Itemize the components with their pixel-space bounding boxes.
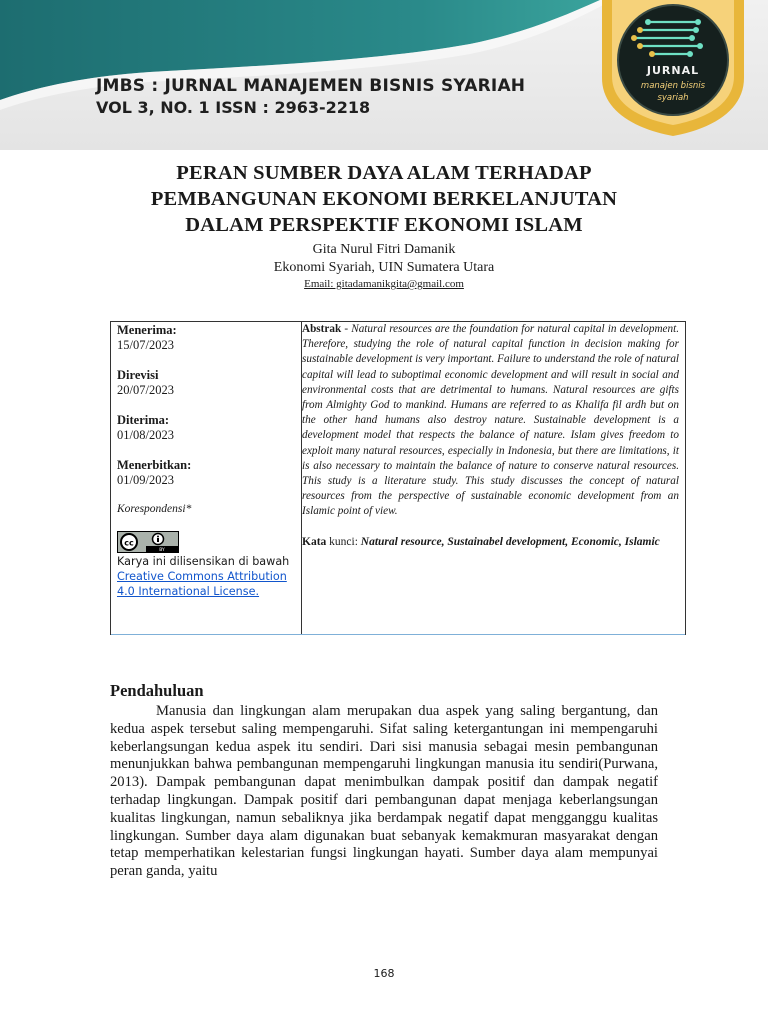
published-label: Menerbitkan: — [117, 458, 192, 472]
received-date: 15/07/2023 — [117, 338, 174, 352]
abstract — [302, 322, 679, 520]
keywords-label: Kata — [302, 535, 327, 548]
keywords-label-rest: kunci: — [326, 535, 361, 548]
author-email[interactable]: Email: gitadamanikgita@gmail.com — [304, 278, 464, 290]
correspondence-note: Korespondensi* — [117, 503, 192, 515]
abstract-text: - Natural resources are the foundation for natural capital in development. Therefore, studying the role of natural capital function in decision making for sustainable development is very important. Failure to understand the role of natural capital will lead to suboptimal economic development and will result in social and environmental costs that are detrimental to humans. Natural resources are gifts from Almighty God to mankind. Humans are referred to as Khalifa fil ardh but on the other hand humans also destroy nature. Sustainable development is a development model that respects the balance of nature. Islam gives freedom to exploit many natural resources, especially in Indonesia, but there are limitations, it is also necessary to maintain the balance of nature to conserve natural resources. This study is a literature study. This study discusses the concept of natural resources from the perspective of sustainable economic development from an Islamic point of view. — [302, 323, 680, 518]
page-number: 168 — [373, 967, 395, 980]
article-title — [90, 160, 678, 238]
abstract-section — [302, 322, 685, 634]
svg-text:cc: cc — [124, 538, 134, 548]
journal-name: JMBS : JURNAL MANAJEMEN BISNIS SYARIAH — [96, 76, 526, 96]
logo-text: JURNAL — [646, 64, 700, 77]
accepted-label: Diterima: — [117, 413, 170, 427]
title-line: PERAN SUMBER DAYA ALAM TERHADAP — [176, 162, 592, 184]
article-history — [111, 322, 302, 634]
keywords — [302, 534, 679, 551]
cc-icon — [118, 532, 178, 552]
article-info-table — [110, 321, 686, 635]
logo-subtext-2: syariah — [657, 93, 689, 103]
license-statement — [117, 554, 297, 599]
accepted-date: 01/08/2023 — [117, 428, 174, 442]
journal-logo — [598, 0, 748, 140]
author-name: Gita Nurul Fitri Damanik — [312, 242, 456, 257]
title-line: PEMBANGUNAN EKONOMI BERKELANJUTAN — [150, 188, 618, 210]
keywords-values: Natural resource, Sustainabel development, Economic, Islamic — [360, 535, 660, 548]
journal-banner — [0, 0, 768, 150]
received-label: Menerima: — [117, 323, 177, 337]
revised-block — [117, 368, 301, 398]
accepted-block — [117, 413, 301, 443]
cc-by-license-icon[interactable] — [117, 531, 179, 553]
author-affiliation: Ekonomi Syariah, UIN Sumatera Utara — [273, 260, 495, 275]
journal-volume-issn: VOL 3, NO. 1 ISSN : 2963-2218 — [96, 98, 371, 117]
revised-date: 20/07/2023 — [117, 383, 174, 397]
license-link[interactable]: Creative Commons Attribution 4.0 International License. — [117, 570, 287, 598]
received-block — [117, 323, 301, 353]
logo-subtext-1: manajen bisnis — [640, 81, 706, 91]
introduction-paragraph: Manusia dan lingkungan alam merupakan dua aspek yang saling bergantung, dan kedua aspek tersebut saling mempengaruhi. Sifat saling ketergantungan ini mempengaruhi keberlangsungan kedua aspek itu sendiri. Dari sisi manusia sebagai mesin pembangunan menunjukkan bahwa pembangunan mempengaruhi lingkungan manusia itu sendiri(Purwana, 2013). Dampak pembangunan dapat menimbulkan dampak positif dan dampak negatif terhadap lingkungan. Dampak positif dari pembangunan dapat menjaga keberlangsungan kualitas lingkungan, namun sebaliknya jika berdampak negatif dapat mengganggu kualitas lingkungan. Sumber daya alam digunakan buat sebanyak kemakmuran masyarakat dengan tetap memperhatikan kelestarian fungsi lingkungan hayati. Sumber daya alam mempunyai peran ganda, yaitu — [110, 703, 658, 880]
section-heading-introduction: Pendahuluan — [110, 681, 204, 700]
title-line: DALAM PERSPEKTIF EKONOMI ISLAM — [185, 214, 583, 236]
svg-text:BY: BY — [159, 548, 165, 552]
abstract-label: Abstrak — [302, 323, 342, 335]
published-date: 01/09/2023 — [117, 473, 174, 487]
revised-label: Direvisi — [117, 368, 159, 382]
license-prefix: Karya ini dilisensikan di bawah — [117, 555, 290, 568]
published-block — [117, 458, 301, 488]
